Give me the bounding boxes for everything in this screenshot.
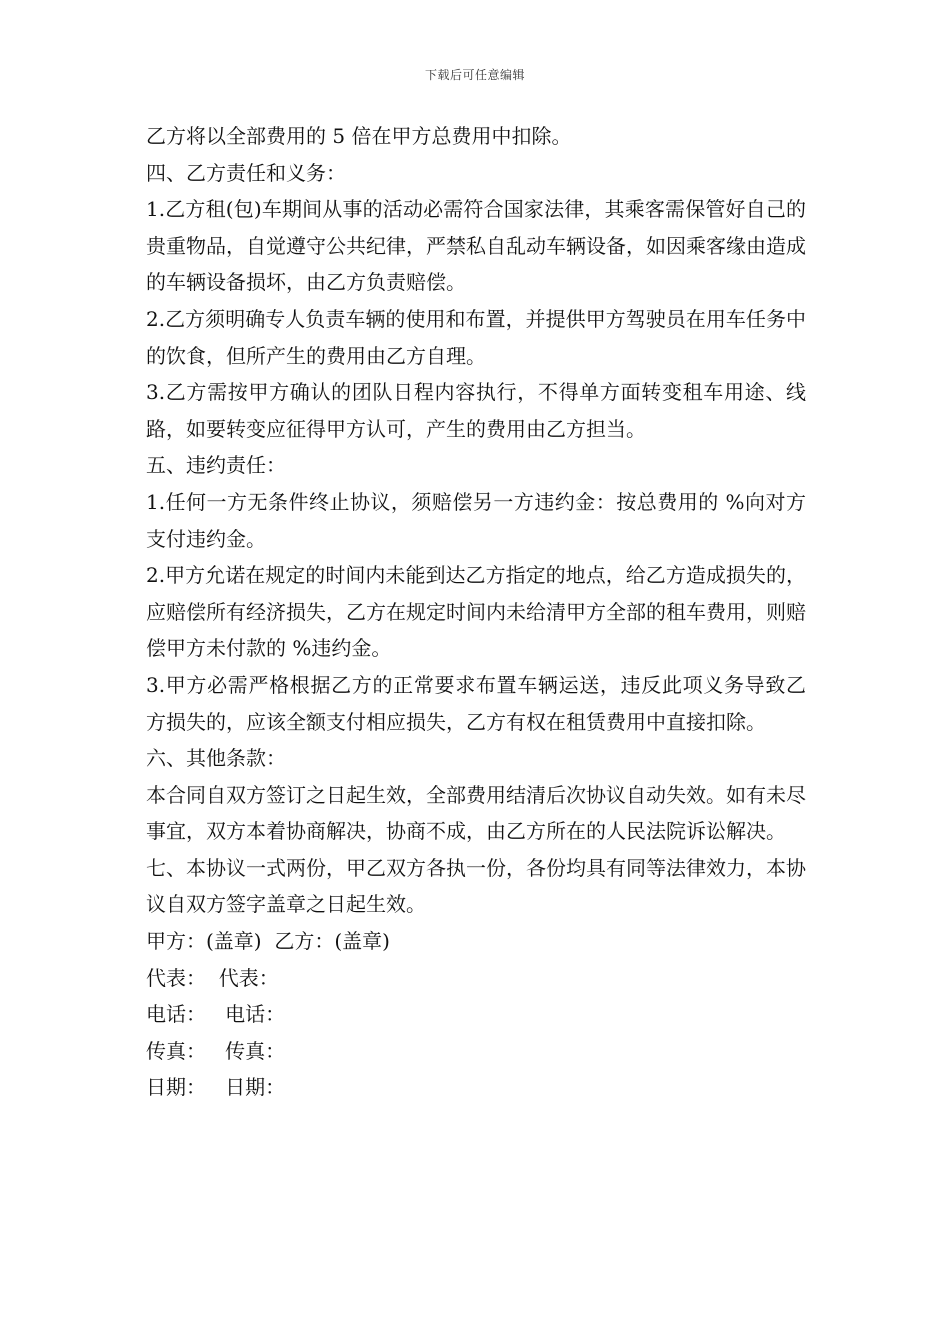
signature-phone-line: 电话： 电话： (146, 1002, 286, 1027)
clause-5-1: 1.任何一方无条件终止协议，须赔偿另一方违约金：按总费用的 %向对方支付违约金。 (146, 489, 806, 551)
page-header-note: 下载后可任意编辑 (424, 68, 525, 82)
clause-5-2: 2.甲方允诺在规定的时间内未能到达乙方指定的地点，给乙方造成损失的，应赔偿所有经济损失，乙方在规定时间内未给清甲方全部的租车费用，则赔偿甲方未付款的 %违约金。 (146, 563, 806, 661)
clause-4-1: 1.乙方租(包)车期间从事的活动必需符合国家法律，其乘客需保管好自己的贵重物品，自觉遵守公共纪律，严禁私自乱动车辆设备，如因乘客缘由造成的车辆设备损坏，由乙方负责赔偿。 (146, 197, 806, 295)
signature-seal-line: 甲方：(盖章) 乙方：(盖章) (146, 929, 390, 954)
signature-representative-line: 代表： 代表： (146, 965, 279, 990)
section-heading-5: 五、违约责任： (146, 453, 286, 478)
section-7-body: 七、本协议一式两份，甲乙双方各执一份，各份均具有同等法律效力，本协议自双方签字盖章之日起生效。 (146, 855, 806, 917)
signature-fax-line: 传真： 传真： (146, 1038, 286, 1063)
clause-4-2: 2.乙方须明确专人负责车辆的使用和布置，并提供甲方驾驶员在用车任务中的饮食，但所产生的费用由乙方自理。 (146, 306, 806, 368)
document-body (146, 118, 806, 1106)
clause-6-body: 本合同自双方签订之日起生效，全部费用结清后次协议自动失效。如有未尽事宜，双方本着协商解决，协商不成，由乙方所在的人民法院诉讼解决。 (146, 782, 806, 844)
section-heading-4: 四、乙方责任和义务： (146, 160, 346, 185)
signature-date-line: 日期： 日期： (146, 1075, 286, 1100)
section-heading-6: 六、其他条款： (146, 746, 286, 771)
paragraph-deduction: 乙方将以全部费用的 5 倍在甲方总费用中扣除。 (146, 124, 572, 148)
clause-5-3: 3.甲方必需严格根据乙方的正常要求布置车辆运送，违反此项义务导致乙 方损失的，应该全额支付相应损失，乙方有权在租赁费用中直接扣除。 (146, 672, 806, 734)
clause-4-3: 3.乙方需按甲方确认的团队日程内容执行，不得单方面转变租车用途、线路，如要转变应征得甲方认可，产生的费用由乙方担当。 (146, 380, 806, 441)
